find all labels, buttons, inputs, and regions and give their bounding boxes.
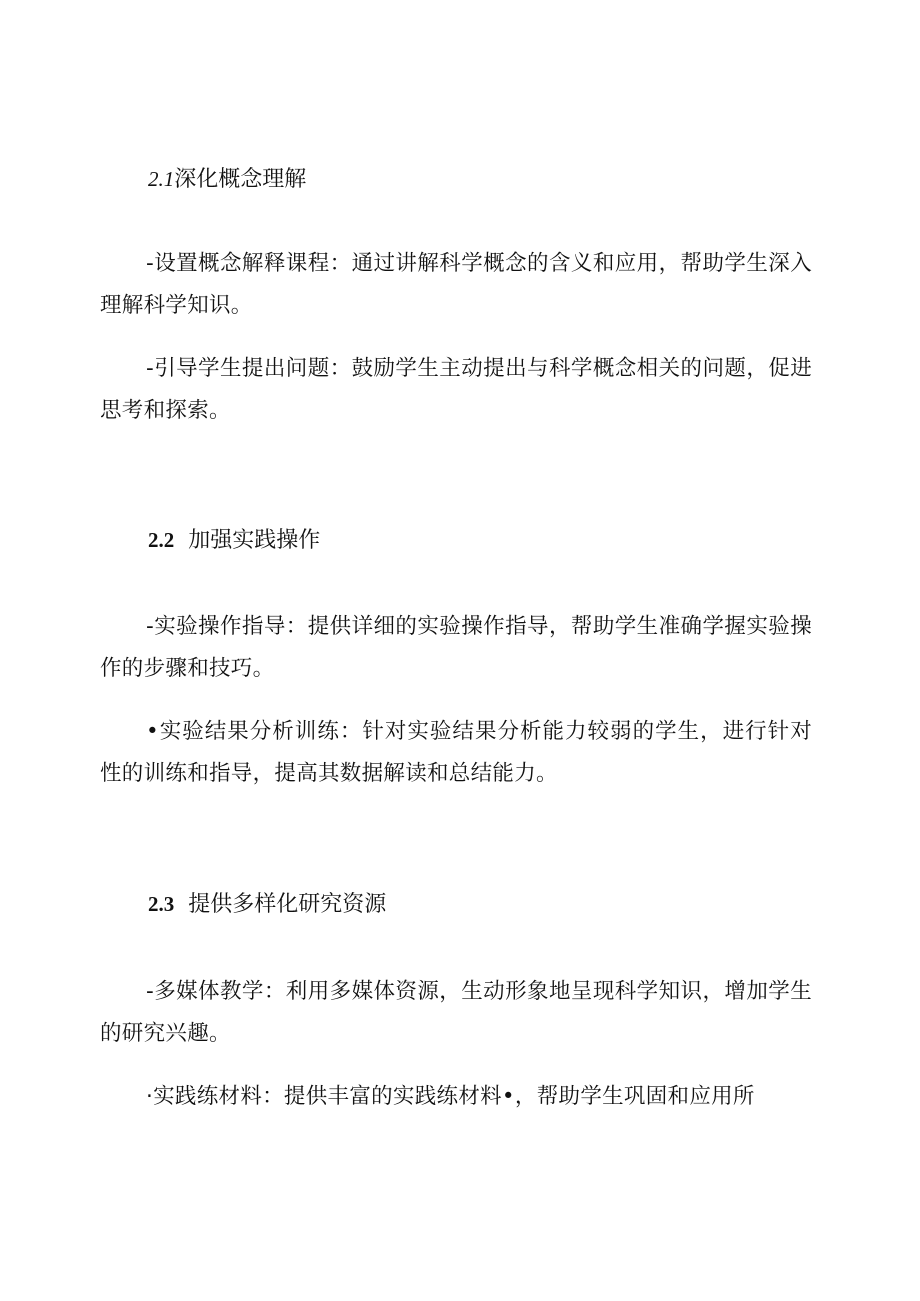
paragraph: ·实践练材料：提供丰富的实践练材料•，帮助学生巩固和应用所 xyxy=(146,1084,755,1109)
section-number: 2.3 xyxy=(148,892,175,916)
section-number: 2.1 xyxy=(148,167,175,191)
section-title: 提供多样化研究资源 xyxy=(188,892,387,917)
section-heading-2-2 xyxy=(148,525,320,556)
paragraph: •实验结果分析训练：针对实验结果分析能力较弱的学生，进行针对性的训练和指导，提高其数据解读和总结能力。 xyxy=(100,719,812,786)
paragraph: -实验操作指导：提供详细的实验操作指导，帮助学生准确学握实验操作的步骤和技巧。 xyxy=(100,614,812,681)
section-heading-2-3 xyxy=(148,889,386,920)
paragraph: -多媒体教学：利用多媒体资源，生动形象地呈现科学知识，增加学生的研究兴趣。 xyxy=(100,979,812,1046)
section-heading-2-1 xyxy=(148,164,306,195)
paragraph: -引导学生提出问题：鼓励学生主动提出与科学概念相关的问题，促进思考和探索。 xyxy=(100,356,812,423)
section-number: 2.2 xyxy=(148,528,175,552)
section-title: 加强实践操作 xyxy=(188,528,321,553)
paragraph: -设置概念解释课程：通过讲解科学概念的含义和应用，帮助学生深入理解科学知识。 xyxy=(100,251,812,318)
section-title: 深化概念理解 xyxy=(174,167,307,192)
